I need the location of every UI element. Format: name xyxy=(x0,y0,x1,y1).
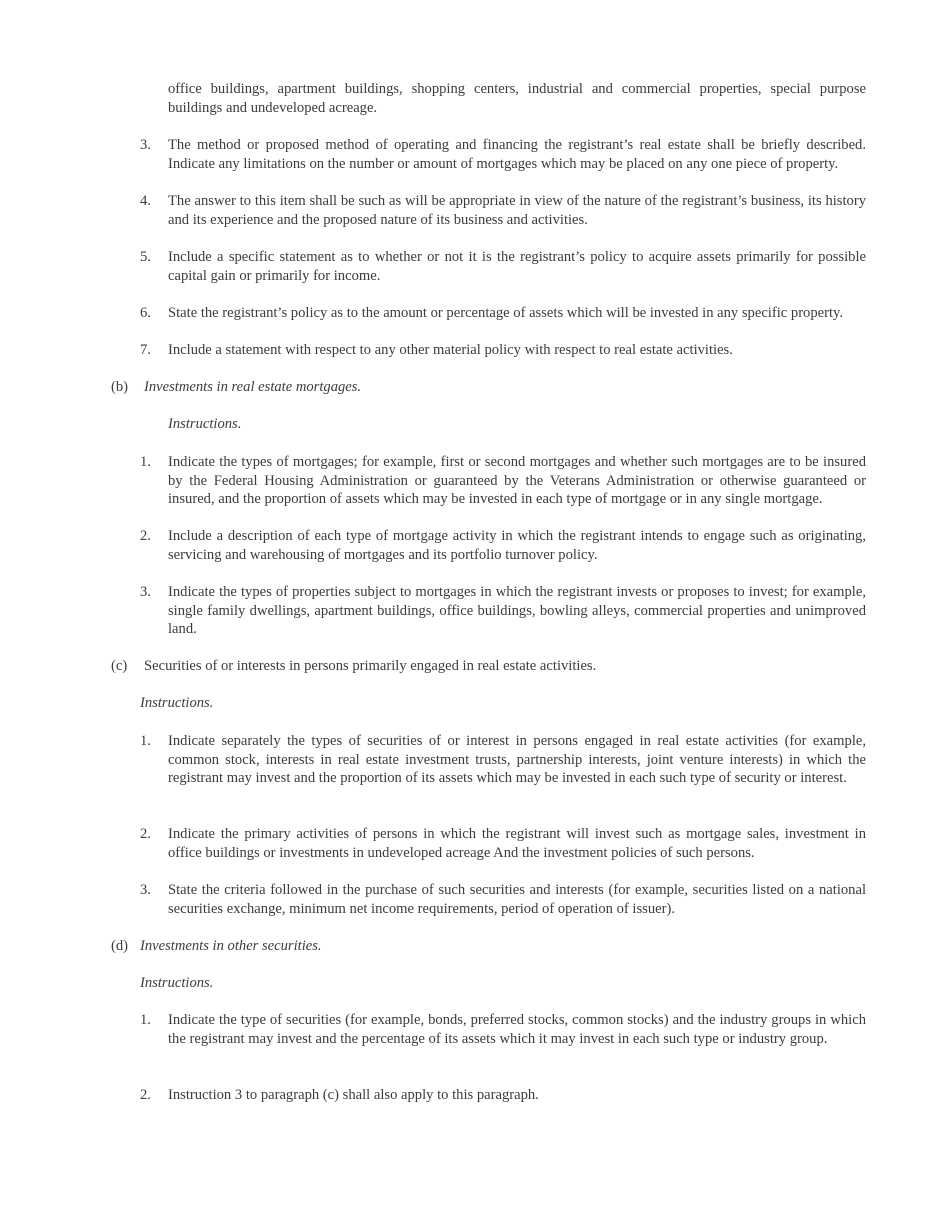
item-number: 2. xyxy=(140,528,151,544)
section-c-label: (c) xyxy=(111,658,128,674)
list-item-text: Indicate separately the types of securities of or interest in persons engaged in real estate activities (for example, common stock, interests in real estate investment trusts, partnership interests, joint venture interests) in which the registrant may invest and the proportion of its assets which may be invested in each such type of security or interest. xyxy=(168,733,866,787)
item-number: 1. xyxy=(140,454,151,470)
list-item-text: State the criteria followed in the purchase of such securities and interests (for example, securities listed on a national securities exchange, minimum net income requirements, period of operation of issuer). xyxy=(168,882,866,917)
item-number: 4. xyxy=(140,193,151,209)
item-number: 3. xyxy=(140,584,151,600)
list-item-text: The method or proposed method of operating and financing the registrant’s real estate shall be briefly described. Indicate any limitations on the number or amount of mortgages which may be placed on any one piece of property. xyxy=(168,137,866,172)
item-number: 1. xyxy=(140,1012,151,1028)
item-number: 5. xyxy=(140,249,151,265)
list-item-text: Include a description of each type of mortgage activity in which the registrant intends to engage such as originating, servicing and warehousing of mortgages and its portfolio turnover policy. xyxy=(168,528,866,563)
list-item-text: Indicate the primary activities of persons in which the registrant will invest such as mortgage sales, investment in office buildings or investments in undeveloped acreage And the investment policies of such persons. xyxy=(168,826,866,861)
item-number: 2. xyxy=(140,1087,151,1103)
section-d-title: Investments in other securities. xyxy=(140,938,322,954)
item-number: 3. xyxy=(140,882,151,898)
list-item-text: Indicate the type of securities (for example, bonds, preferred stocks, common stocks) and the industry groups in which the registrant may invest and the percentage of its assets which it may invest in each such type or industry group. xyxy=(168,1012,866,1047)
item-number: 1. xyxy=(140,733,151,749)
section-b-label: (b) xyxy=(111,379,129,395)
list-item-text: The answer to this item shall be such as will be appropriate in view of the nature of the registrant’s business, its history and its experience and the proposed nature of its business and activities. xyxy=(168,193,866,228)
section-c-title: Securities of or interests in persons primarily engaged in real estate activities. xyxy=(144,658,597,674)
list-item-text: State the registrant’s policy as to the amount or percentage of assets which will be invested in any specific property. xyxy=(168,305,844,321)
section-d-label: (d) xyxy=(111,938,129,954)
list-item-text: Instruction 3 to paragraph (c) shall also apply to this paragraph. xyxy=(168,1087,539,1103)
intro-continuation: office buildings, apartment buildings, shopping centers, industrial and commercial properties, special purpose buildings and undeveloped acreage. xyxy=(168,81,866,116)
section-b-title: Investments in real estate mortgages. xyxy=(144,379,362,395)
item-number: 2. xyxy=(140,826,151,842)
item-number: 6. xyxy=(140,305,151,321)
list-item-text: Include a statement with respect to any other material policy with respect to real estate activities. xyxy=(168,342,733,358)
list-item-text: Include a specific statement as to whether or not it is the registrant’s policy to acquire assets primarily for possible capital gain or primarily for income. xyxy=(168,249,866,284)
item-number: 7. xyxy=(140,342,151,358)
section-c-instructions-heading: Instructions. xyxy=(140,695,214,711)
list-item-text: Indicate the types of mortgages; for example, first or second mortgages and whether such mortgages are to be insured by the Federal Housing Administration or guaranteed by the Veterans Administration or otherwise guaranteed or insured, and the proportion of assets which may be invested in each type of mortgage or in any single mortgage. xyxy=(168,454,866,508)
item-number: 3. xyxy=(140,137,151,153)
section-d-instructions-heading: Instructions. xyxy=(140,975,214,991)
list-item-text: Indicate the types of properties subject to mortgages in which the registrant invests or proposes to invest; for example, single family dwellings, apartment buildings, office buildings, bowling alleys, commercial properties and unimproved land. xyxy=(168,584,866,638)
section-b-instructions-heading: Instructions. xyxy=(168,416,242,432)
